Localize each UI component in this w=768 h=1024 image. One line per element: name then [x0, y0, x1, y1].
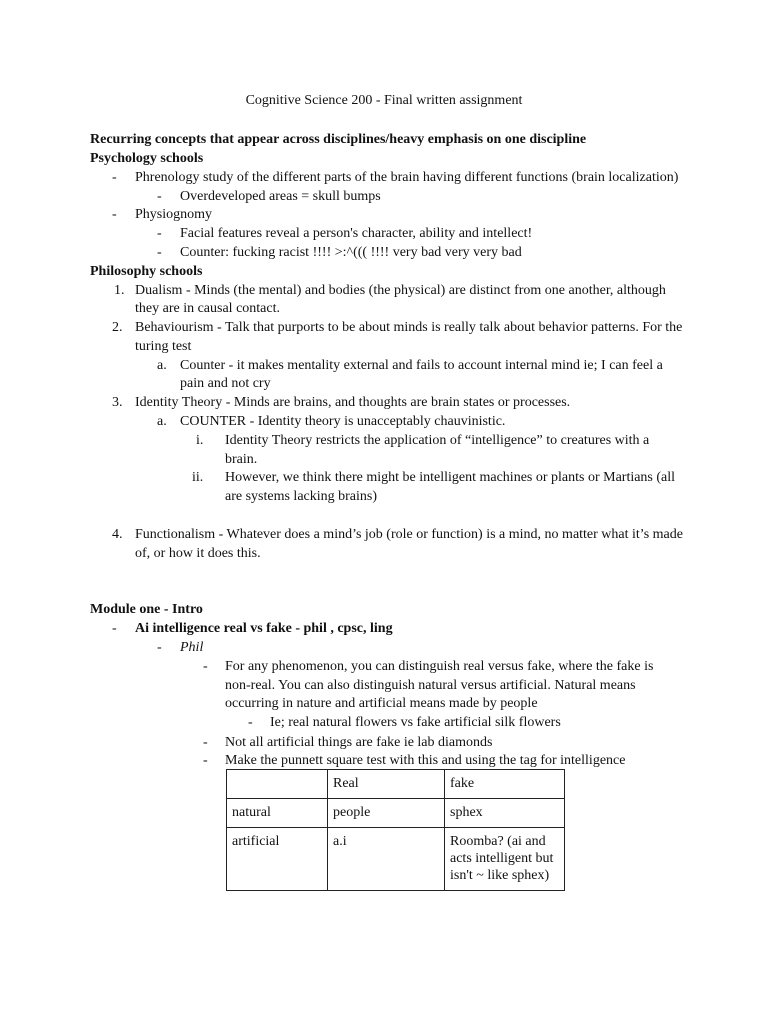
identity-counter-i: Identity Theory restricts the application of “intelligence” to creatures with a	[225, 433, 650, 448]
psychology-heading: Psychology schools	[90, 151, 204, 166]
ai-item: Ai intelligence real vs fake - phil , cpsc, ling	[135, 621, 393, 636]
phenomenon-item-cont-2: occurring in nature and artificial means made by people	[225, 696, 538, 711]
dualism-item: Dualism - Minds (the mental) and bodies (the physical) are distinct from one another, although	[135, 283, 666, 298]
behaviourism-item: Behaviourism - Talk that purports to be about minds is really talk about behavior patterns. For the	[135, 320, 683, 335]
physiognomy-subitem-2: Counter: fucking racist !!!! >:^((( !!!! very bad very very bad	[180, 245, 522, 260]
table-cell: Roomba? (ai and acts intelligent but isn't ~ like sphex)	[445, 828, 565, 891]
list-number: 1.	[114, 283, 125, 298]
bullet: -	[157, 640, 162, 655]
identity-counter: COUNTER - Identity theory is unacceptably chauvinistic.	[180, 414, 506, 429]
phrenology-subitem: Overdeveloped areas = skull bumps	[180, 189, 381, 204]
bullet: -	[112, 621, 117, 636]
dualism-item-cont: they are in causal contact.	[135, 301, 280, 316]
bullet: -	[248, 715, 253, 730]
table-cell: artificial	[227, 828, 328, 891]
main-heading: Recurring concepts that appear across disciplines/heavy emphasis on one discipline	[90, 132, 587, 147]
bullet: -	[203, 753, 208, 768]
bullet: -	[157, 226, 162, 241]
table-cell: a.i	[328, 828, 445, 891]
behaviourism-item-cont: turing test	[135, 339, 192, 354]
identity-counter-ii-cont: are systems lacking brains)	[225, 489, 378, 504]
identity-counter-ii: However, we think there might be intelligent machines or plants or Martians (all	[225, 470, 676, 485]
table-row	[227, 770, 565, 799]
bullet: -	[112, 207, 117, 222]
identity-counter-i-cont: brain.	[225, 452, 258, 467]
bullet: -	[112, 170, 117, 185]
bullet: -	[203, 659, 208, 674]
behaviourism-counter-cont: pain and not cry	[180, 376, 271, 391]
table-row	[227, 799, 565, 828]
physiognomy-item: Physiognomy	[135, 207, 213, 222]
list-letter: a.	[157, 414, 167, 429]
phenomenon-item-cont-1: non-real. You can also distinguish natural versus artificial. Natural means	[225, 678, 636, 693]
list-number: 2.	[112, 320, 123, 335]
bullet: -	[157, 189, 162, 204]
punnett-table	[226, 769, 565, 891]
bullet: -	[157, 245, 162, 260]
artificial-item: Not all artificial things are fake ie lab diamonds	[225, 735, 493, 750]
table-cell: people	[328, 799, 445, 828]
table-cell: fake	[445, 770, 565, 799]
philosophy-heading: Philosophy schools	[90, 264, 203, 279]
document-title: Cognitive Science 200 - Final written assignment	[245, 93, 523, 108]
list-number: 3.	[112, 395, 123, 410]
phrenology-item: Phrenology study of the different parts of the brain having different functions (brain localization)	[135, 170, 679, 185]
list-roman: i.	[196, 433, 204, 448]
table-cell	[227, 770, 328, 799]
list-number: 4.	[112, 527, 123, 542]
table-cell: sphex	[445, 799, 565, 828]
functionalism-item-cont: of, or how it does this.	[135, 546, 261, 561]
identity-item: Identity Theory - Minds are brains, and thoughts are brain states or processes.	[135, 395, 571, 410]
list-roman: ii.	[192, 470, 204, 485]
phil-subheading: Phil	[180, 640, 204, 655]
module-heading: Module one - Intro	[90, 602, 203, 617]
punnett-item: Make the punnett square test with this and using the tag for intelligence	[225, 753, 626, 768]
behaviourism-counter: Counter - it makes mentality external and fails to account internal mind ie; I can feel a	[180, 358, 663, 373]
physiognomy-subitem-1: Facial features reveal a person's character, ability and intellect!	[180, 226, 533, 241]
bullet: -	[203, 735, 208, 750]
functionalism-item: Functionalism - Whatever does a mind’s job (role or function) is a mind, no matter what it’s made	[135, 527, 683, 542]
phenomenon-item: For any phenomenon, you can distinguish real versus fake, where the fake is	[225, 659, 654, 674]
table-row	[227, 828, 565, 891]
phenomenon-subitem: Ie; real natural flowers vs fake artificial silk flowers	[270, 715, 561, 730]
table-cell: natural	[227, 799, 328, 828]
list-letter: a.	[157, 358, 167, 373]
table-cell: Real	[328, 770, 445, 799]
